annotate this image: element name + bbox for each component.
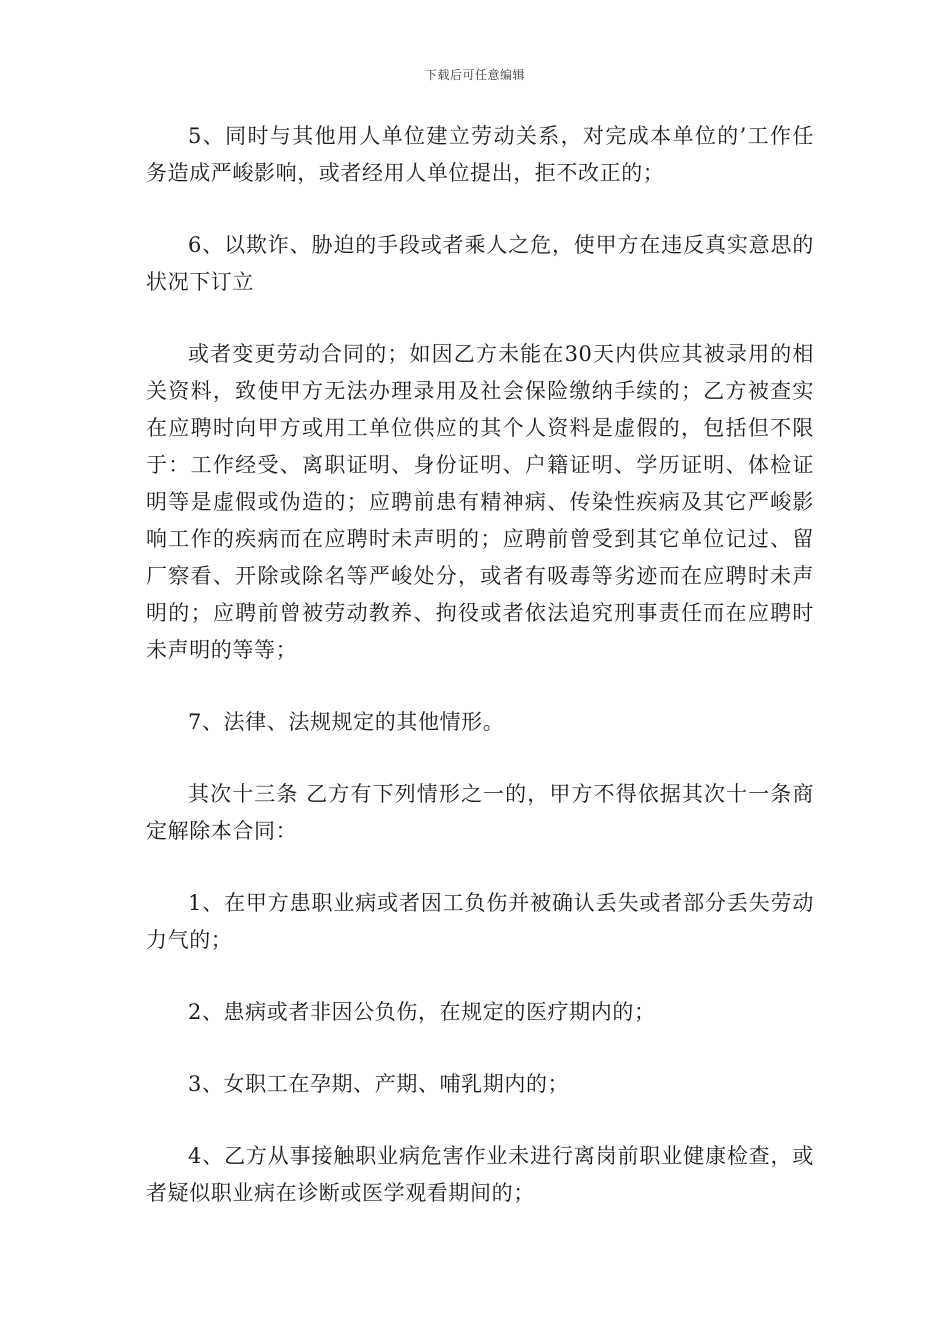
paragraph-item-5: 5、同时与其他用人单位建立劳动关系，对完成本单位的’工作任务造成严峻影响，或者经用人单位提出，拒不改正的；	[146, 124, 814, 185]
paragraph-clause-2: 2、患病或者非因公负伤，在规定的医疗期内的；	[188, 1000, 656, 1024]
paragraph-item-6-continued: 或者变更劳动合同的；如因乙方未能在30天内供应其被录用的相关资料，致使甲方无法办理录用及社会保险缴纳手续的；乙方被查实在应聘时向甲方或用工单位供应的其个人资料是虚假的，包括但不限于：工作经受、离职证明、身份证明、户籍证明、学历证明、体检证明等是虚假或伪造的；应聘前患有精神病、传染性疾病及其它严峻影响工作的疾病而在应聘时未声明的；应聘前曾受到其它单位记过、留厂察看、开除或除名等严峻处分，或者有吸毒等劣迹而在应聘时未声明的；应聘前曾被劳动教养、拘役或者依法追究刑事责任而在应聘时未声明的等等；	[146, 342, 814, 662]
paragraph-clause-4: 4、乙方从事接触职业病危害作业未进行离岗前职业健康检查，或者疑似职业病在诊断或医学观看期间的；	[146, 1144, 814, 1205]
paragraph-article-23: 其次十三条 乙方有下列情形之一的，甲方不得依据其次十一条商定解除本合同：	[146, 782, 814, 843]
document-body	[146, 118, 814, 1247]
paragraph-clause-3: 3、女职工在孕期、产期、哺乳期内的；	[188, 1072, 570, 1096]
paragraph-clause-1: 1、在甲方患职业病或者因工负伤并被确认丢失或者部分丢失劳动力气的；	[146, 891, 814, 952]
page-header-note: 下载后可任意编辑	[424, 68, 525, 82]
paragraph-item-7: 7、法律、法规规定的其他情形。	[188, 710, 505, 734]
paragraph-item-6: 6、以欺诈、胁迫的手段或者乘人之危，使甲方在违反真实意思的状况下订立	[146, 233, 814, 294]
